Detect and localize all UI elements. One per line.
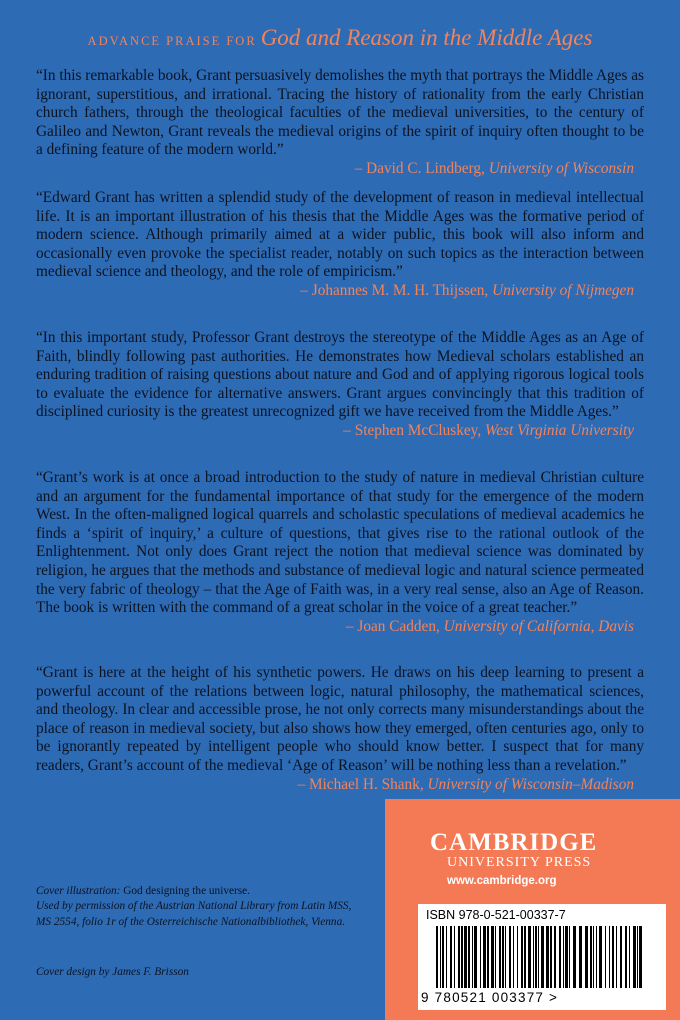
quote-author: – Joan Cadden, bbox=[345, 617, 440, 635]
permission-note: Used by permission of the Austrian National Library from Latin MSS, MS 2554, folio 1r of the Osterreichische Nationalbibliothek, Vienna. bbox=[36, 900, 352, 928]
quote-attribution bbox=[36, 618, 644, 637]
quote-block-4 bbox=[36, 469, 644, 636]
quote-institution: University of Wisconsin–Madison bbox=[427, 775, 634, 793]
publisher-url: www.cambridge.org bbox=[447, 875, 557, 887]
quote-author: – Johannes M. M. H. Thijssen, bbox=[300, 281, 489, 299]
quote-institution: West Virginia University bbox=[485, 421, 634, 439]
quote-block-2 bbox=[36, 189, 644, 301]
praise-lead: ADVANCE PRAISE FOR bbox=[87, 34, 257, 48]
book-title: God and Reason in the Middle Ages bbox=[260, 25, 593, 50]
publisher-panel bbox=[385, 799, 680, 1020]
cover-credits bbox=[36, 884, 366, 930]
quote-text: “In this important study, Professor Grant destroys the stereotype of the Middle Ages as an Age of Faith, blindly following past authorities. He demonstrates how Medieval scholars established an enduring tradition of raising questions about nature and God and of applying rigorous logical tools to evaluate the evidence for alternative answers. Grant argues convincingly that this tradition of disciplined curiosity is the greatest unrecognized gift we have received from the Middle Ages.” bbox=[36, 329, 644, 421]
illustration-credit bbox=[36, 884, 366, 899]
quote-institution: University of California, Davis bbox=[443, 617, 634, 635]
isbn-label: ISBN 978-0-521-00337-7 bbox=[426, 908, 566, 922]
quote-attribution bbox=[36, 160, 644, 179]
quote-text: “Grant is here at the height of his synthetic powers. He draws on his deep learning to present a powerful account of the relations between logic, natural philosophy, the mathematical sciences, and theology. In clear and accessible prose, he not only corrects many misunderstandings about the place of reason in medieval society, but also shows how they emerged, often centuries ago, only to be ignorantly repeated by intelligent people who should know better. I suspect that for many readers, Grant’s account of the medieval ‘Age of Reason’ will be nothing less than a revelation.” bbox=[36, 664, 644, 774]
barcode-box bbox=[418, 904, 666, 1010]
praise-heading bbox=[0, 25, 680, 51]
quote-author: – David C. Lindberg, bbox=[354, 159, 485, 177]
quote-institution: University of Wisconsin bbox=[488, 159, 634, 177]
quote-text: “In this remarkable book, Grant persuasively demolishes the myth that portrays the Middle Ages as ignorant, superstitious, and irrational. Tracing the history of rationality from the early Christian church fathers, through the theological faculties of the medieval universities, to the century of Galileo and Newton, Grant reveals the medieval origins of the spirit of inquiry often thought to be a defining feature of the modern world.” bbox=[36, 67, 644, 159]
publisher-subtitle: UNIVERSITY PRESS bbox=[447, 855, 592, 870]
quote-text: “Grant’s work is at once a broad introduction to the study of nature in medieval Christian culture and an argument for the fundamental importance of that study for the emergence of the modern West. In the often-maligned logical quarrels and scholastic speculations of medieval academics he finds a ‘spirit of inquiry,’ a culture of questions, that gives rise to the rational outlook of the Enlightenment. Not only does Grant reject the notion that medieval science was dominated by religion, he argues that the methods and substance of medieval logic and natural science permeated the very fabric of theology – that the Age of Faith was, in a very real sense, also an Age of Reason. The book is written with the command of a great scholar in the voice of a great teacher.” bbox=[36, 469, 644, 617]
quote-author: – Stephen McCluskey, bbox=[343, 421, 482, 439]
quote-attribution bbox=[36, 282, 644, 301]
barcode-icon bbox=[436, 926, 648, 988]
quote-text: “Edward Grant has written a splendid study of the development of reason in medieval intellectual life. It is an important illustration of his thesis that the Middle Ages was the formative period of modern science. Although primarily aimed at a wider public, this book will also inform and occasionally even provoke the specialist reader, notably on such topics as the interaction between medieval science and theology, and the role of empiricism.” bbox=[36, 189, 644, 281]
illustration-title: God designing the universe. bbox=[123, 885, 251, 897]
cover-design-credit: Cover design by James F. Brisson bbox=[36, 966, 189, 978]
quote-institution: University of Nijmegen bbox=[492, 281, 634, 299]
quote-author: – Michael H. Shank, bbox=[297, 775, 424, 793]
quote-attribution bbox=[36, 422, 644, 441]
quote-attribution bbox=[36, 776, 644, 795]
quote-block-1 bbox=[36, 67, 644, 179]
illustration-label: Cover illustration: bbox=[36, 885, 121, 897]
barcode-digits: 9 780521 003377 > bbox=[421, 990, 559, 1005]
quote-block-5 bbox=[36, 664, 644, 794]
publisher-name: CAMBRIDGE bbox=[430, 829, 598, 856]
quote-block-3 bbox=[36, 329, 644, 441]
